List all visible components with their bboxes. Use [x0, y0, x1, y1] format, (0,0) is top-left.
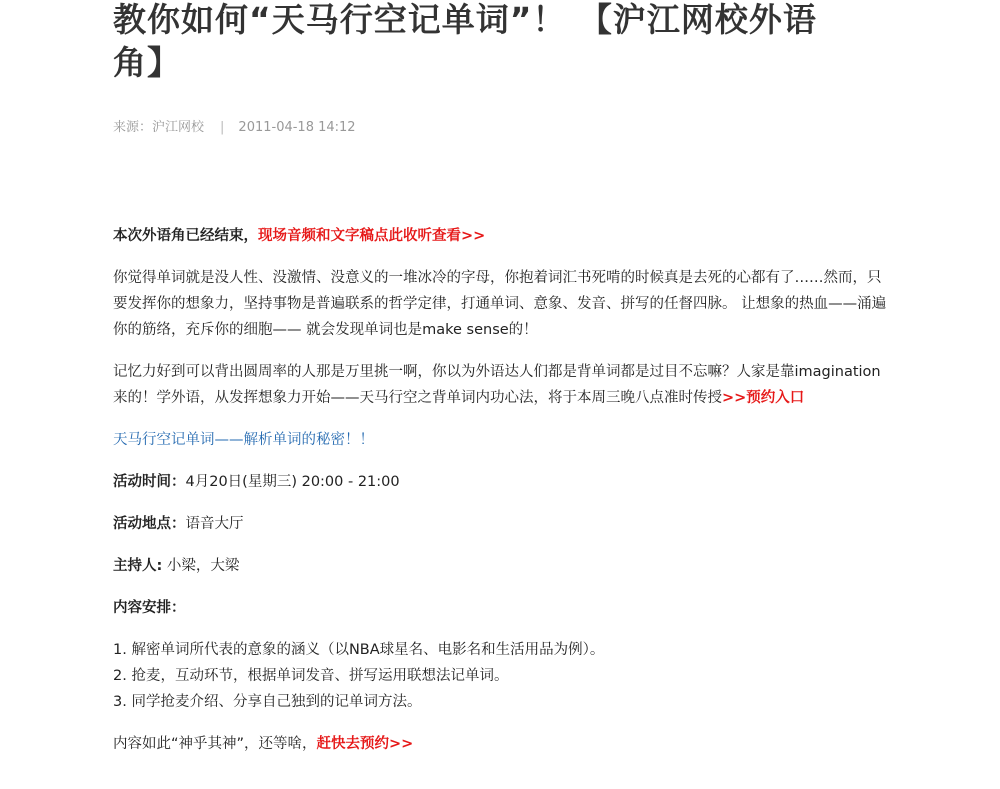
paragraph-1: 你觉得单词就是没人性、没激情、没意义的一堆冰冷的字母，你抱着词汇书死啃的时候真是去死的心都有了……然而，只要发挥你的想象力，坚持事物是普遍联系的哲学定律，打通单词、意象、发音、拼写的任督四脉。 让想象的热血——涌遍你的筋络，充斥你的细胞—— 就会发现单词也是make sense的！: [113, 270, 887, 338]
event-place-label: 活动地点：: [113, 516, 186, 532]
closing-paragraph: [113, 731, 888, 757]
list-item: 1. 解密单词所代表的意象的涵义（以NBA球星名、电影名和生活用品为例）。: [113, 642, 605, 658]
list-item: 2. 抢麦，互动环节，根据单词发音、拼写运用联想法记单词。: [113, 668, 509, 684]
meta-separator: |: [220, 120, 225, 135]
event-time-label: 活动时间：: [113, 474, 186, 490]
schedule-label: 内容安排：: [113, 600, 186, 616]
event-time: [113, 469, 888, 495]
article-meta: [113, 118, 888, 138]
intro-paragraph: [113, 223, 888, 249]
article-title: 教你如何“天马行空记单词”！ 【沪江网校外语角】: [113, 0, 817, 82]
intro-lead: 本次外语角已经结束，: [113, 228, 258, 244]
audio-transcript-link[interactable]: 现场音频和文字稿点此收听查看>>: [258, 228, 486, 244]
event-host-label: 主持人:: [113, 558, 163, 574]
event-place-value: 语音大厅: [185, 516, 244, 532]
paragraph-2: [113, 359, 888, 411]
event-place: [113, 511, 888, 537]
paragraph-2-text: 记忆力好到可以背出圆周率的人那是万里挑一啊，你以为外语达人们都是背单词都是过目不忘嘛？人家是靠imagination来的！学外语，从发挥想象力开始——天马行空之背单词内功心法，将于本周三晚八点准时传授: [113, 364, 881, 406]
source-name: 沪江网校: [152, 120, 205, 135]
booking-entry-link[interactable]: >>预约入口: [722, 390, 805, 406]
event-host: [113, 553, 888, 579]
event-host-value: 小梁，大梁: [162, 558, 240, 574]
article: [113, 0, 888, 773]
event-time-value: 4月20日(星期三) 20:00 - 21:00: [185, 474, 400, 490]
article-body: [113, 223, 888, 757]
source-label: 来源：: [113, 120, 153, 135]
list-item: 3. 同学抢麦介绍、分享自己独到的记单词方法。: [113, 694, 422, 710]
schedule-list: [113, 637, 888, 715]
publish-date: 2011-04-18 14:12: [238, 120, 356, 135]
book-now-link[interactable]: 赶快去预约>>: [316, 736, 414, 752]
closing-text: 内容如此“神乎其神”，还等啥，: [113, 736, 317, 752]
event-subtitle: 天马行空记单词——解析单词的秘密！！: [113, 432, 374, 448]
